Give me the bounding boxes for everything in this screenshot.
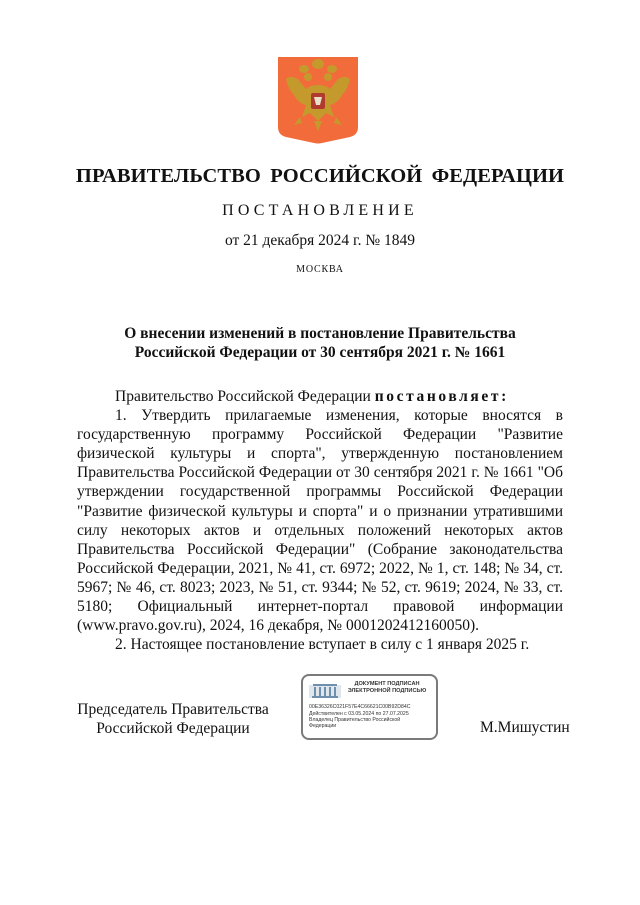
stamp-owner-line-2: Федерации [309, 723, 337, 729]
signer-name: М.Мишустин [480, 719, 570, 736]
intro-lead: Правительство Российской Федерации [115, 388, 375, 405]
intro-decision: постановляет: [374, 388, 509, 405]
subject-line-2: Российской Федерации от 30 сентября 2021 г. № 1661 [134, 344, 506, 361]
document-date-number: от 21 декабря 2024 г. № 1849 [224, 232, 416, 249]
stamp-certificate: 00E36326C021F57E4C66621C00B92D84C [309, 704, 411, 710]
intro-paragraph [77, 387, 563, 406]
document-city: МОСКВА [296, 264, 344, 275]
coat-of-arms-emblem [276, 55, 360, 145]
stamp-validity: Действителен с 03.05.2024 по 27.07.2025 [309, 711, 409, 717]
document-body [77, 387, 563, 654]
government-title: ПРАВИТЕЛЬСТВО РОССИЙСКОЙ ФЕДЕРАЦИИ [75, 165, 565, 187]
item-2-paragraph: 2. Настоящее постановление вступает в силу с 1 января 2025 г. [115, 636, 530, 654]
stamp-header-line-1: ДОКУМЕНТ ПОДПИСАН [354, 681, 420, 687]
stamp-header-line-2: ЭЛЕКТРОННОЙ ПОДПИСЬЮ [347, 688, 427, 694]
stamp-header [341, 681, 433, 695]
subject-line-1: О внесении изменений в постановление Правительства [124, 325, 516, 342]
electronic-signature-stamp [301, 674, 438, 740]
russian-coat-of-arms-icon [276, 55, 360, 145]
signer-position-line-1: Председатель Правительства [77, 701, 269, 718]
stamp-owner-line-1: Владелец Правительство Российской [309, 717, 401, 723]
signer-position-line-2: Российской Федерации [96, 720, 250, 737]
government-building-icon [309, 682, 341, 698]
item-1-paragraph: 1. Утвердить прилагаемые изменения, которые вносятся в государственную программу Российской Федерации "Развитие физической культуры и спорта", утвержденную постановлением Правительства Российской Федерации от 30 сентября 2021 г. № 1661 "Об утверждении государственной программы Российской Федерации "Развитие физической культуры и спорта" и о признании утратившими силу некоторых актов и отдельных положений некоторых актов Правительства Российской Федерации" (Собрание законодательства Российской Федерации, 2021, № 41, ст. 6972; 2022, № 1, ст. 148; № 34, ст. 5967; № 46, ст. 8023; 2023, № 51, ст. 9344; № 52, ст. 9619; 2024, № 33, ст. 5180; Официальный интернет-портал правовой информации (www.pravo.gov.ru), 2024, 16 декабря, № 0001202412160050). [77, 407, 563, 635]
signer-position [70, 700, 276, 738]
document-type: ПОСТАНОВЛЕНИЕ [222, 202, 418, 219]
document-subject [80, 324, 560, 362]
